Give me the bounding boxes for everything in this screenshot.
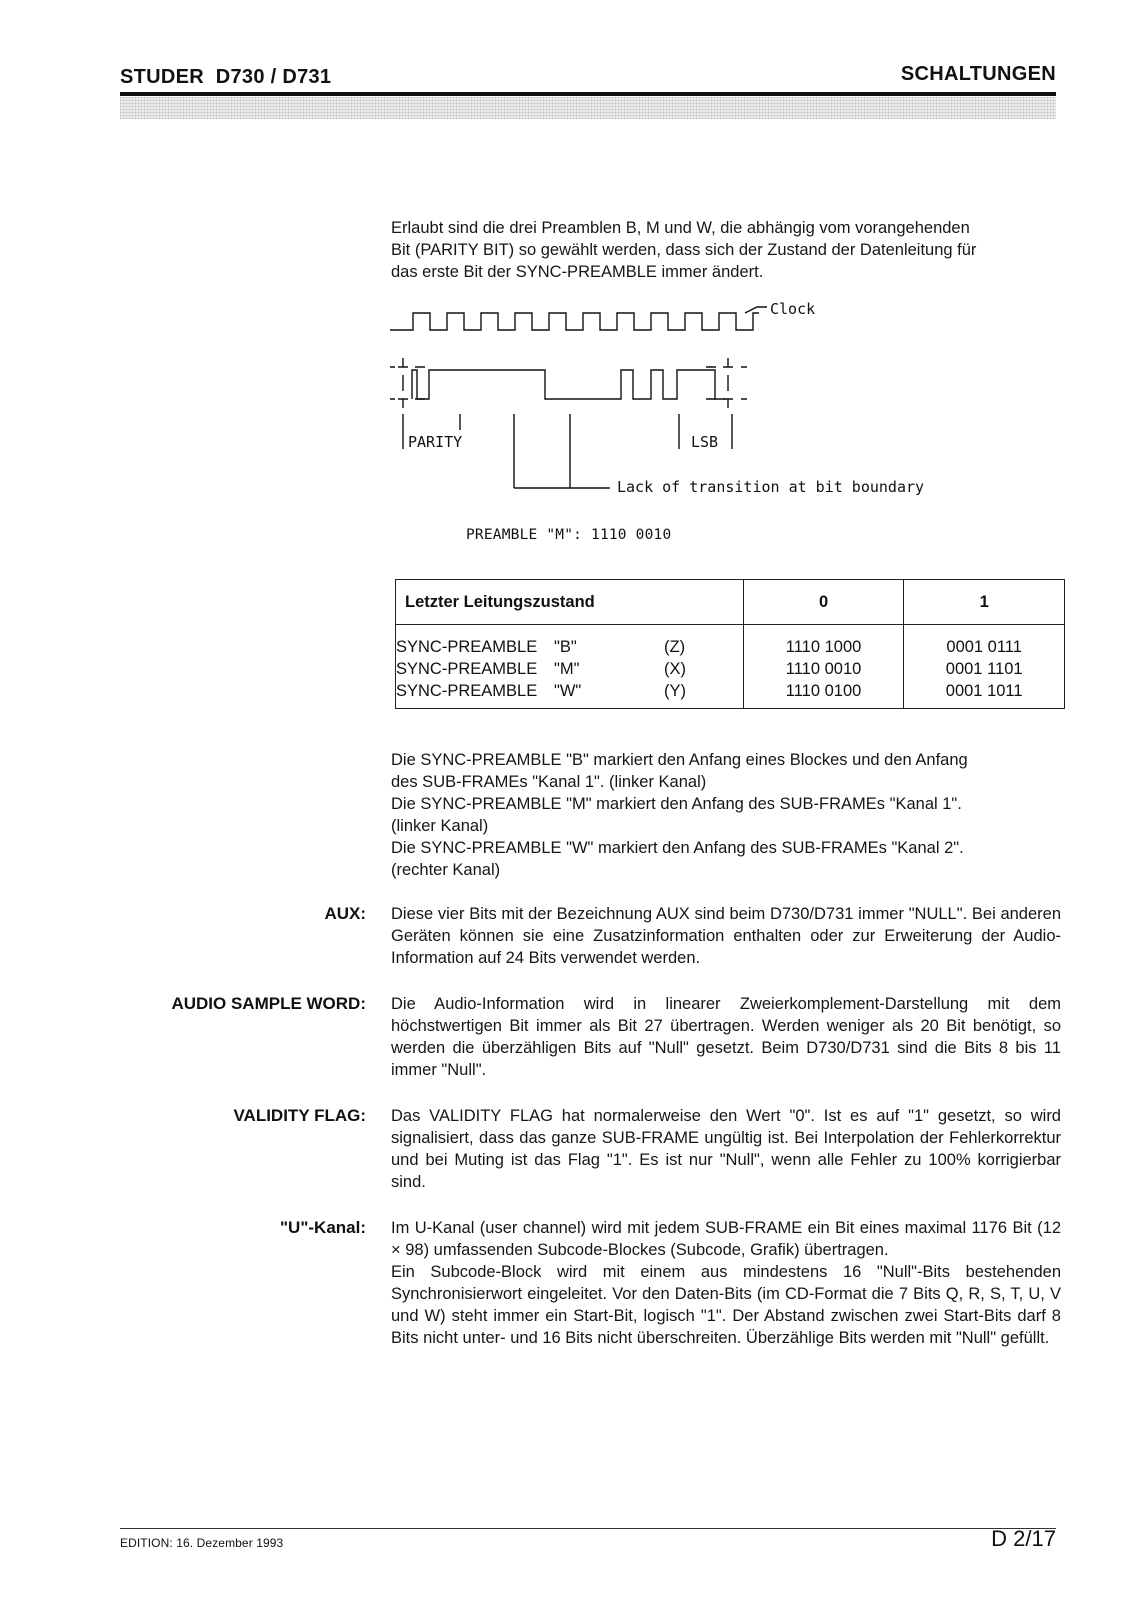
desc-line: (linker Kanal): [391, 817, 489, 835]
preamble-name: SYNC-PREAMBLE: [396, 638, 538, 656]
ref-mark-right-bottom: [706, 399, 747, 408]
value-zero-b: 1110 1000: [785, 638, 862, 656]
desc-line: Die SYNC-PREAMBLE "B" markiert den Anfang eines Blockes und den Anfang: [391, 751, 968, 769]
sync-preamble-table: [395, 579, 1065, 709]
intro-line: das erste Bit der SYNC-PREAMBLE immer ändert.: [391, 263, 764, 281]
lack-of-transition-label: Lack of transition at bit boundary: [617, 478, 925, 496]
value-zero-w: 1110 0100: [785, 682, 862, 700]
header-rule: [120, 92, 1056, 96]
table-cell-state-zero: [743, 625, 904, 709]
value-one-m: 0001 1101: [945, 660, 1023, 678]
clock-waveform: [390, 313, 759, 330]
definition-u-kanal-part1: Im U-Kanal (user channel) wird mit jedem SUB-FRAME ein Bit eines maximal 1176 Bit (12 × 98) umfassenden Subcode-Blockes (Subcode, Grafik) übertragen.: [391, 1219, 1061, 1259]
preamble-code: (Z): [664, 638, 686, 656]
footer-edition: EDITION: 16. Dezember 1993: [120, 1536, 284, 1550]
data-waveform: [412, 370, 725, 399]
header-screen-band: [120, 97, 1056, 119]
preamble-letter: "B": [554, 638, 577, 656]
preamble-m-caption: PREAMBLE "M": 1110 0010: [466, 527, 672, 543]
term-validity-flag: VALIDITY FLAG:: [233, 1106, 366, 1125]
clock-label: Clock: [770, 300, 816, 318]
table-cell-preambles: [396, 625, 744, 709]
definition-aux: Diese vier Bits mit der Bezeichnung AUX sind beim D730/D731 immer "NULL". Bei anderen Geräten können sie eine Zusatzinformation enthalten oder zur Erweiterung der Audio-Information auf 24 Bits verwendet werden.: [391, 905, 1061, 967]
preamble-name: SYNC-PREAMBLE: [396, 660, 538, 678]
parity-label: PARITY: [408, 433, 463, 451]
preamble-letter: "W": [554, 682, 582, 700]
intro-line: Erlaubt sind die drei Preamblen B, M und W, die abhängig vom vorangehenden: [391, 219, 970, 237]
table-cell-state-one: [904, 625, 1065, 709]
term-u-kanal: "U"-Kanal:: [279, 1218, 366, 1237]
desc-line: (rechter Kanal): [391, 861, 501, 879]
value-one-b: 0001 0111: [946, 638, 1022, 656]
table-header-zero: 0: [743, 580, 904, 625]
term-audio-sample-word: AUDIO SAMPLE WORD:: [171, 994, 366, 1013]
lack-marker-lines: [514, 414, 610, 488]
table-row-m: [396, 658, 743, 680]
preamble-name: SYNC-PREAMBLE: [396, 682, 538, 700]
clock-label-leader: [745, 307, 767, 313]
table-row: [396, 625, 1065, 709]
preamble-timing-diagram: [385, 298, 945, 513]
table-header-row: [396, 580, 1065, 625]
table-row-b: [396, 636, 743, 658]
desc-line: Die SYNC-PREAMBLE "M" markiert den Anfang des SUB-FRAMEs "Kanal 1".: [391, 795, 962, 813]
value-zero-m: 1110 0010: [785, 660, 862, 678]
header-section-title: SCHALTUNGEN: [900, 63, 1056, 85]
footer-page-number: D 2/17: [991, 1526, 1056, 1551]
intro-paragraph: [391, 217, 1058, 283]
ref-mark-left-bottom: [390, 399, 425, 408]
desc-line: des SUB-FRAMEs "Kanal 1". (linker Kanal): [391, 773, 707, 791]
table-header-state: Letzter Leitungszustand: [396, 580, 744, 625]
intro-line: Bit (PARITY BIT) so gewählt werden, dass sich der Zustand der Datenleitung für: [391, 241, 977, 259]
preamble-code: (X): [664, 660, 686, 678]
definition-u-kanal: [391, 1217, 1061, 1349]
preamble-description: [391, 749, 1061, 881]
ref-mark-left: [390, 358, 425, 367]
definition-u-kanal-part2: Ein Subcode-Block wird mit einem aus mindestens 16 "Null"-Bits bestehenden Synchronisierwort eingeleitet. Vor den Daten-Bits (im CD-Format die 7 Bits Q, R, S, T, U, V und W) steht immer ein Start-Bit, logisch "1". Der Abstand zwischen zwei Start-Bits darf 8 Bits nicht unter- und 16 Bits nicht überschreiten. Überzählige Bits werden mit "Null" gefüllt.: [391, 1263, 1061, 1347]
preamble-letter: "M": [554, 660, 580, 678]
table-header-one: 1: [904, 580, 1065, 625]
footer-rule: [120, 1528, 1056, 1529]
definition-validity-flag: Das VALIDITY FLAG hat normalerweise den Wert "0". Ist es auf "1" gesetzt, so wird signalisiert, dass das ganze SUB-FRAME ungültig ist. Bei Interpolation der Fehlerkorrektur und bei Muting ist das Flag "1". Es ist nur "Null", wenn alle Fehler zu 100% korrigierbar sind.: [391, 1107, 1061, 1191]
header-product-title: STUDER D730 / D731: [120, 66, 332, 88]
term-aux: AUX:: [324, 904, 366, 923]
table-row-w: [396, 680, 743, 702]
preamble-code: (Y): [664, 682, 686, 700]
definition-audio-sample-word: Die Audio-Information wird in linearer Zweierkomplement-Darstellung mit dem höchstwertigen Bit immer als Bit 27 übertragen. Werden weniger als 20 Bit benötigt, so werden die überzähligen Bits auf "Null" gesetzt. Beim D730/D731 sind die Bits 8 bis 11 immer "Null".: [391, 995, 1061, 1079]
ref-mark-right: [706, 358, 747, 367]
lsb-label: LSB: [691, 433, 719, 451]
value-one-w: 0001 1011: [945, 682, 1023, 700]
desc-line: Die SYNC-PREAMBLE "W" markiert den Anfang des SUB-FRAMEs "Kanal 2".: [391, 839, 964, 857]
